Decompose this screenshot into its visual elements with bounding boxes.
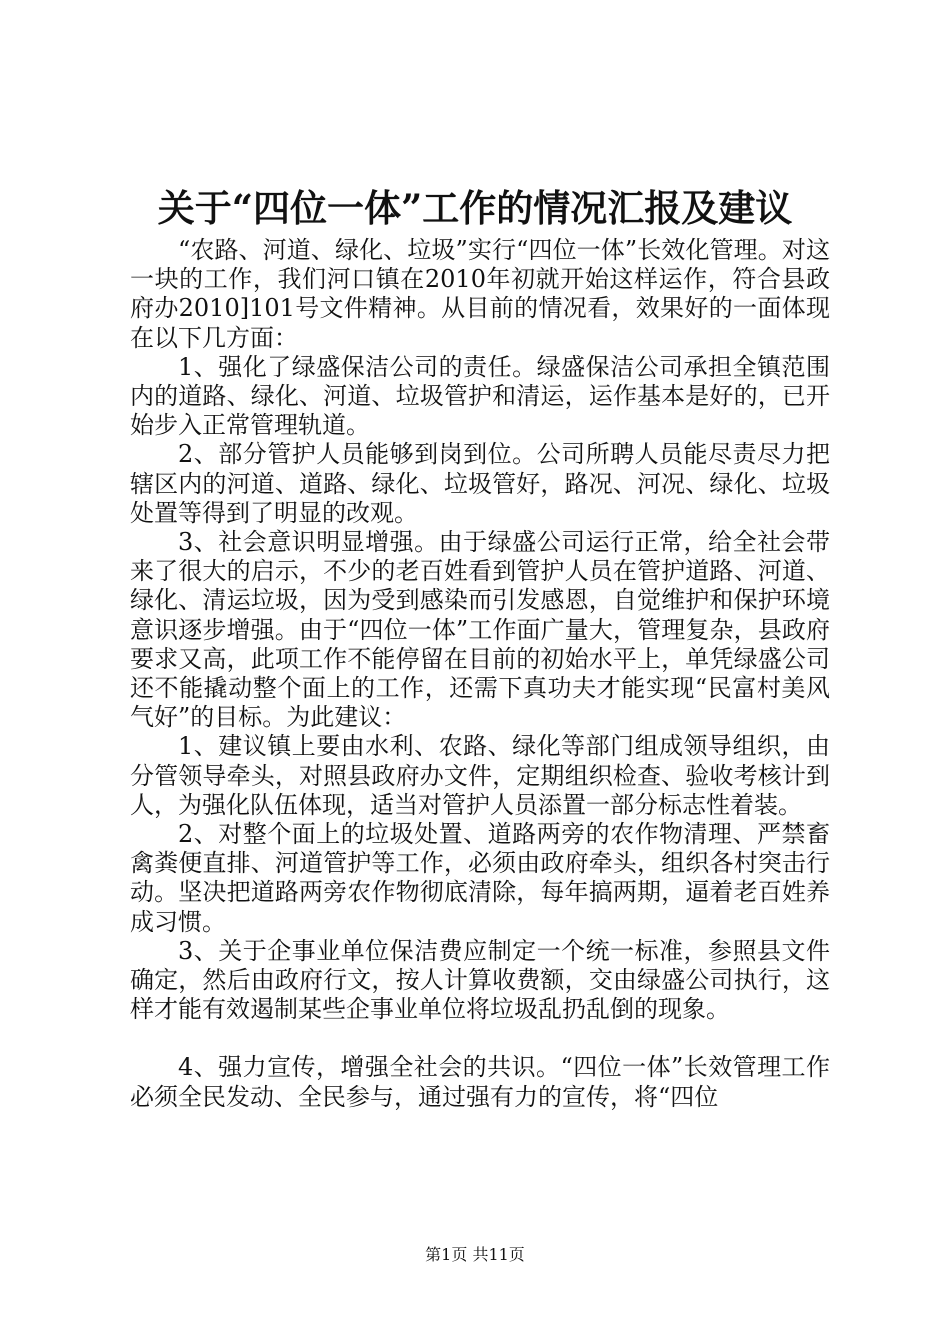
paragraph-intro: “农路、河道、绿化、垃圾”实行“四位一体”长效化管理。对这一块的工作，我们河口镇在2010年初就开始这样运作，符合县政府办2010]101号文件精神。从目前的情况看，效果好的一面体现在以下几方面： (130, 236, 830, 352)
paragraph-suggestion-3: 3、关于企事业单位保洁费应制定一个统一标准，参照县文件确定，然后由政府行文，按人计算收费额，交由绿盛公司执行，这样才能有效遏制某些企事业单位将垃圾乱扔乱倒的现象。 (130, 936, 830, 1024)
paragraph-point-3: 3、社会意识明显增强。由于绿盛公司运行正常，给全社会带来了很大的启示，不少的老百姓看到管护人员在管护道路、河道、绿化、清运垃圾，因为受到感染而引发感恩，自觉维护和保护环境意识逐步增强。由于“四位一体”工作面广量大，管理复杂，县政府要求又高，此项工作不能停留在目前的初始水平上，单凭绿盛公司还不能撬动整个面上的工作，还需下真功夫才能实现“民富村美风气好”的目标。为此建议： (130, 528, 830, 732)
paragraph-suggestion-4: 4、强力宣传，增强全社会的共识。“四位一体”长效管理工作必须全民发动、全民参与，通过强有力的宣传，将“四位 (130, 1053, 830, 1111)
document-title: 关于“四位一体”工作的情况汇报及建议 (157, 186, 793, 230)
paragraph-point-1: 1、强化了绿盛保洁公司的责任。绿盛保洁公司承担全镇范围内的道路、绿化、河道、垃圾管护和清运，运作基本是好的，已开始步入正常管理轨道。 (130, 352, 830, 440)
paragraph-suggestion-2: 2、对整个面上的垃圾处置、道路两旁的农作物清理、严禁畜禽粪便直排、河道管护等工作，必须由政府牵头，组织各村突击行动。坚决把道路两旁农作物彻底清除，每年搞两期，逼着老百姓养成习惯。 (130, 820, 830, 936)
document-body (130, 236, 830, 1112)
paragraph-suggestion-1: 1、建议镇上要由水利、农路、绿化等部门组成领导组织，由分管领导牵头，对照县政府办文件，定期组织检查、验收考核计到人，为强化队伍体现，适当对管护人员添置一部分标志性着装。 (130, 732, 830, 819)
paragraph-point-2: 2、部分管护人员能够到岗到位。公司所聘人员能尽责尽力把辖区内的河道、道路、绿化、垃圾管好，路况、河况、绿化、垃圾处置等得到了明显的改观。 (130, 440, 830, 527)
page-footer: 第1页 共11页 (425, 1245, 525, 1264)
